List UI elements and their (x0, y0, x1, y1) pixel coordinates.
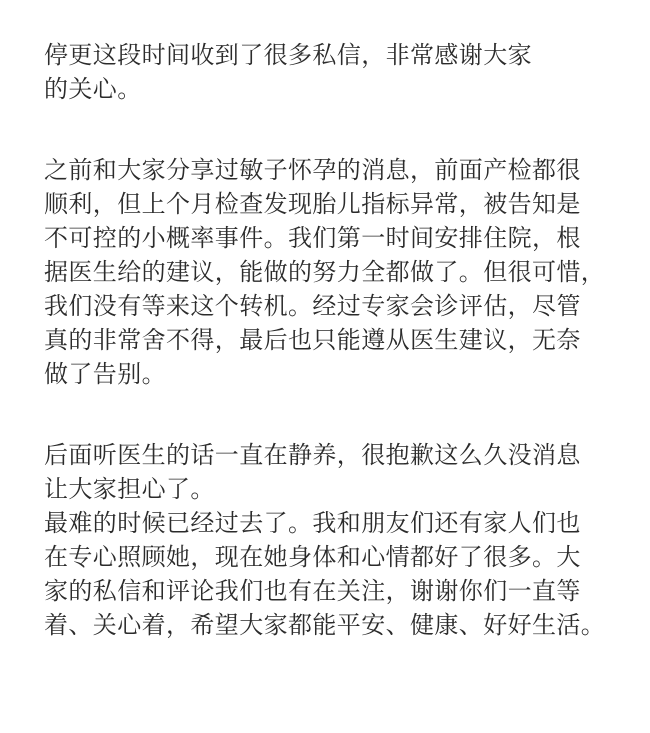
paragraph-recovery (44, 438, 650, 642)
paragraph-spacer (44, 391, 650, 438)
text-line: 在专心照顾她，现在她身体和心情都好了很多。大 (44, 543, 581, 571)
text-line: 的关心。 (44, 75, 142, 103)
paragraph-spacer (44, 106, 650, 153)
text-line: 着、关心着，希望大家都能平安、健康、好好生活。 (44, 611, 606, 639)
text-line: 顺利，但上个月检查发现胎儿指标异常，被告知是 (44, 190, 581, 218)
paragraph-thanks (44, 38, 650, 106)
text-line: 不可控的小概率事件。我们第一时间安排住院，根 (44, 224, 581, 252)
text-line: 我们没有等来这个转机。经过专家会诊评估，尽管 (44, 292, 581, 320)
text-line: 据医生给的建议，能做的努力全都做了。但很可惜， (44, 258, 606, 286)
paragraph-news (44, 153, 650, 391)
text-line: 最难的时候已经过去了。我和朋友们还有家人们也 (44, 509, 581, 537)
text-line: 后面听医生的话一直在静养，很抱歉这么久没消息 (44, 441, 581, 469)
text-line: 停更这段时间收到了很多私信，非常感谢大家 (44, 41, 532, 69)
text-line: 让大家担心了。 (44, 475, 215, 503)
text-line: 之前和大家分享过敏子怀孕的消息，前面产检都很 (44, 156, 581, 184)
text-line: 做了告别。 (44, 360, 166, 388)
text-line: 真的非常舍不得，最后也只能遵从医生建议，无奈 (44, 326, 581, 354)
text-line: 家的私信和评论我们也有在关注，谢谢你们一直等 (44, 577, 581, 605)
